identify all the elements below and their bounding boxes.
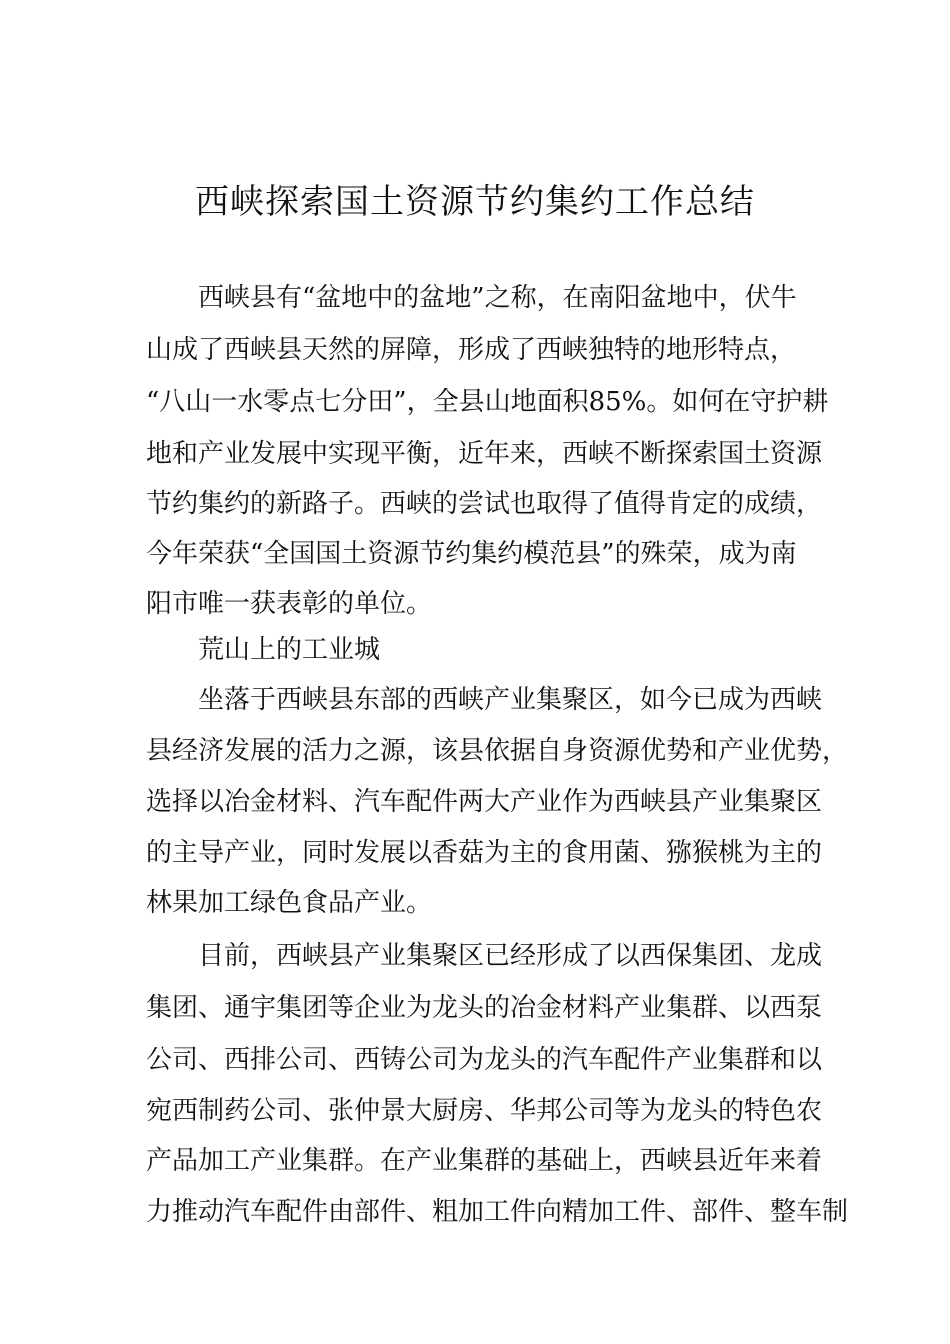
text-line: 产品加工产业集群。在产业集群的基础上，西峡县近年来着 <box>146 1146 823 1176</box>
text-line: 阳市唯一获表彰的单位。 <box>146 589 433 619</box>
text-line: 节约集约的新路子。西峡的尝试也取得了值得肯定的成绩， <box>146 489 823 519</box>
text-line: 地和产业发展中实现平衡，近年来，西峡不断探索国土资源 <box>146 439 823 469</box>
text-line: 的主导产业，同时发展以香菇为主的食用菌、猕猴桃为主的 <box>146 838 823 868</box>
text-line: 坐落于西峡县东部的西峡产业集聚区，如今已成为西峡 <box>198 685 823 715</box>
text-line: 林果加工绿色食品产业。 <box>146 888 433 918</box>
text-line: 西峡县有“盆地中的盆地”之称，在南阳盆地中，伏牛 <box>198 283 797 313</box>
text-line: 目前，西峡县产业集聚区已经形成了以西保集团、龙成 <box>198 941 823 971</box>
section-heading: 荒山上的工业城 <box>198 635 381 665</box>
text-line: “八山一水零点七分田”，全县山地面积85%。如何在守护耕 <box>146 387 829 417</box>
text-line: 今年荣获“全国国土资源节约集约模范县”的殊荣，成为南 <box>146 539 797 569</box>
text-line: 力推动汽车配件由部件、粗加工件向精加工件、部件、整车制 <box>146 1197 849 1227</box>
text-line: 宛西制药公司、张仲景大厨房、华邦公司等为龙头的特色农 <box>146 1096 823 1126</box>
text-line: 山成了西峡县天然的屏障，形成了西峡独特的地形特点， <box>146 335 797 365</box>
text-line: 集团、通宇集团等企业为龙头的冶金材料产业集群、以西泵 <box>146 993 823 1023</box>
text-line: 县经济发展的活力之源，该县依据自身资源优势和产业优势， <box>146 736 849 766</box>
text-line: 选择以冶金材料、汽车配件两大产业作为西峡县产业集聚区 <box>146 787 823 817</box>
text-line: 公司、西排公司、西铸公司为龙头的汽车配件产业集群和以 <box>146 1045 823 1075</box>
document-title: 西峡探索国土资源节约集约工作总结 <box>195 182 755 222</box>
